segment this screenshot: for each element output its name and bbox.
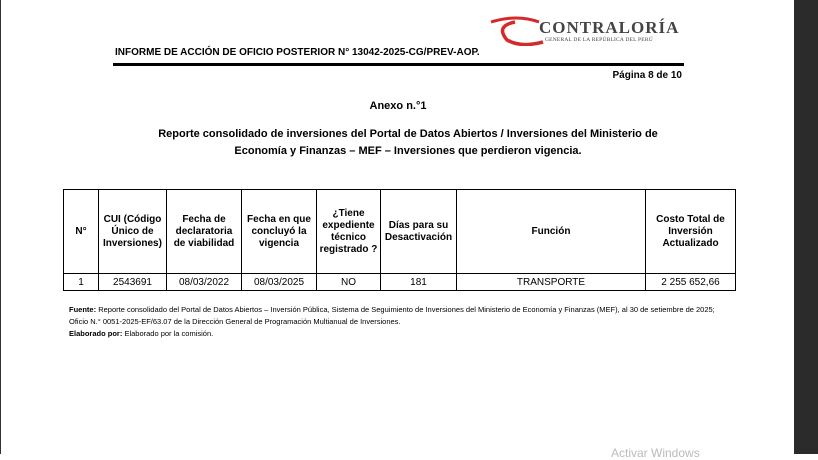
cell-viability-date: 08/03/2022 bbox=[167, 274, 242, 291]
source-label: Fuente: bbox=[69, 305, 97, 314]
activation-watermark: Activar Windows bbox=[611, 446, 700, 460]
cell-total-cost: 2 255 652,66 bbox=[646, 274, 736, 291]
page-number: Página 8 de 10 bbox=[612, 70, 682, 81]
source-note bbox=[69, 304, 735, 328]
cell-number: 1 bbox=[64, 274, 99, 291]
cell-expiry-date: 08/03/2025 bbox=[242, 274, 317, 291]
header-cell-function: Función bbox=[457, 190, 646, 274]
prepared-text: Elaborado por la comisión. bbox=[124, 329, 214, 338]
header-cell-days-to-deactivation: Días para su Desactivación bbox=[381, 190, 457, 274]
prepared-note bbox=[69, 328, 735, 340]
header-cell-technical-file: ¿Tiene expediente técnico registrado ? bbox=[317, 190, 381, 274]
logo-subtitle: GENERAL DE LA REPÚBLICA DEL PERÚ bbox=[545, 37, 653, 43]
prepared-label: Elaborado por: bbox=[69, 329, 123, 338]
viewer-side-panel bbox=[794, 0, 818, 454]
table-row bbox=[64, 274, 736, 291]
cell-technical-file: NO bbox=[317, 274, 381, 291]
logo-name: CONTRALORÍA bbox=[539, 18, 680, 37]
annex-title: Anexo n.°1 bbox=[369, 100, 427, 112]
annex-subtitle bbox=[151, 126, 665, 160]
investments-table bbox=[63, 189, 736, 291]
header-cell-cui: CUI (Código Único de Inversiones) bbox=[99, 190, 167, 274]
header-divider bbox=[113, 63, 684, 66]
cell-days-to-deactivation: 181 bbox=[381, 274, 457, 291]
contraloria-logo bbox=[487, 16, 687, 46]
table-notes bbox=[69, 304, 735, 340]
header-cell-number: N° bbox=[64, 190, 99, 274]
table-header-row bbox=[64, 190, 736, 274]
cell-cui: 2543691 bbox=[99, 274, 167, 291]
source-text: Reporte consolidado del Portal de Datos Abiertos – Inversión Pública, Sistema de Seguimiento de Inversiones del Ministerio de Economía y Finanzas (MEF), al 30 de setiembre de 2025; Oficio N.° 0051-2025-EF/63.07 de la Dirección General de Programación Multianual de Inversiones. bbox=[69, 305, 715, 326]
header-cell-total-cost: Costo Total de Inversión Actualizado bbox=[646, 190, 736, 274]
annex-subtitle-line-2: Economía y Finanzas – MEF – Inversiones que perdieron vigencia. bbox=[234, 145, 582, 157]
cell-function: TRANSPORTE bbox=[457, 274, 646, 291]
header-cell-expiry-date: Fecha en que concluyó la vigencia bbox=[242, 190, 317, 274]
logo-swoosh-icon bbox=[487, 16, 547, 46]
annex-subtitle-line-1: Reporte consolidado de inversiones del Portal de Datos Abiertos / Inversiones del Ministerio de bbox=[158, 128, 658, 140]
report-title: INFORME DE ACCIÓN DE OFICIO POSTERIOR N° 13042-2025-CG/PREV-AOP. bbox=[115, 47, 480, 58]
header-cell-viability-date: Fecha de declaratoria de viabilidad bbox=[167, 190, 242, 274]
